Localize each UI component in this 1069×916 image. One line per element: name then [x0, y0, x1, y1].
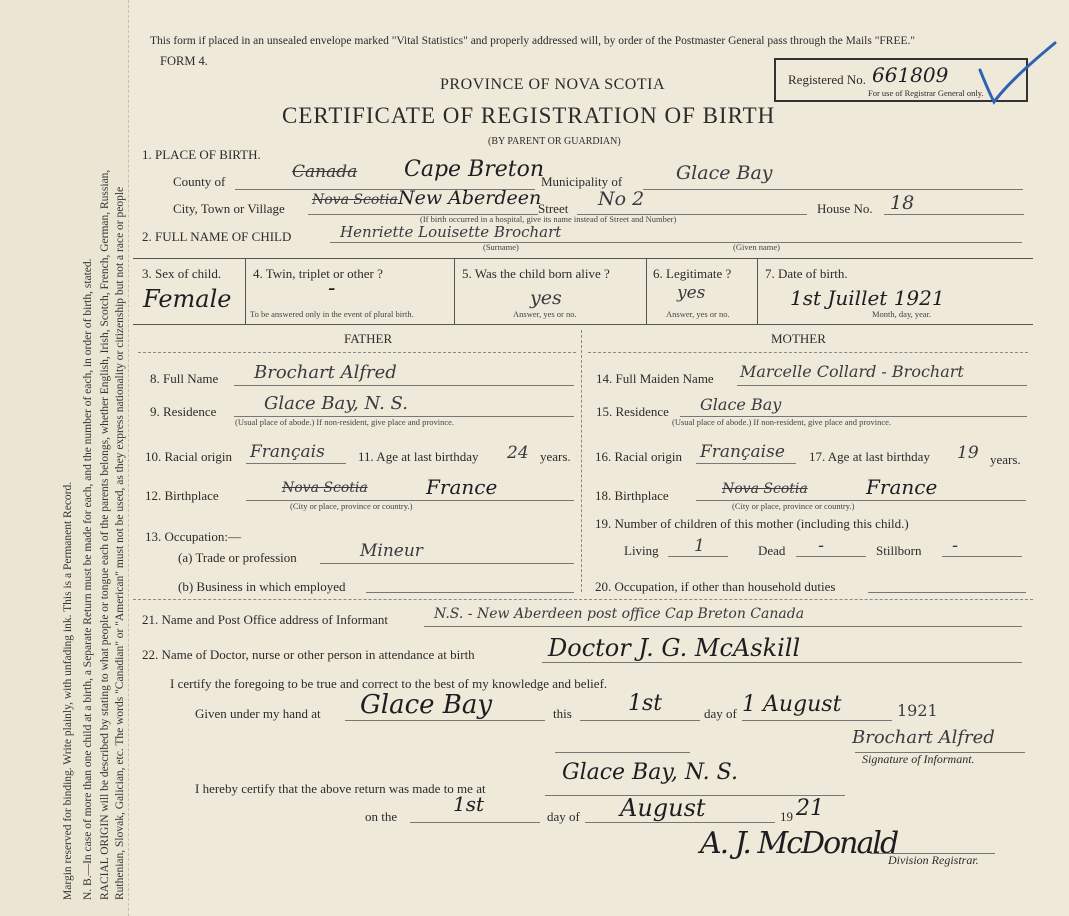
living-line — [668, 556, 728, 557]
father-name-label: 8. Full Name — [150, 371, 219, 386]
living-label: Living — [624, 543, 659, 558]
form-number: FORM 4. — [160, 54, 208, 68]
binding-note: Margin reserved for binding. Write plainly, with unfading ink. This is a Permanent Record. — [62, 481, 74, 900]
mother-residence-note: (Usual place of abode.) If non-resident, give place and province. — [672, 417, 892, 427]
legitimate-value: yes — [677, 283, 706, 303]
doctor-label: 22. Name of Doctor, nurse or other person in attendance at birth — [142, 647, 475, 662]
alive-value: yes — [530, 287, 562, 309]
house-label: House No. — [817, 201, 873, 216]
father-trade-value: Mineur — [360, 541, 423, 561]
father-residence-value: Glace Bay, N. S. — [264, 393, 408, 414]
surname-caption: (Surname) — [483, 242, 519, 252]
given-place-line — [345, 720, 545, 721]
dead-value: - — [818, 535, 825, 556]
father-age-value: 24 — [507, 443, 529, 463]
municipality-line — [643, 189, 1023, 190]
informant-line — [424, 626, 1022, 627]
mother-children-label: 19. Number of children of this mother (including this child.) — [595, 516, 909, 531]
mother-name-line — [737, 385, 1027, 386]
registrar-statement: I hereby certify that the above return was made to me at — [195, 781, 486, 796]
row-top-border — [133, 258, 1033, 259]
legitimate-note: Answer, yes or no. — [666, 309, 730, 319]
registrar-year-value: 21 — [796, 796, 824, 821]
mother-occupation-label: 20. Occupation, if other than household duties — [595, 579, 836, 594]
street-value: No 2 — [598, 188, 645, 210]
doctor-line — [542, 662, 1022, 663]
mother-birthplace-struck: Nova Scotia — [722, 481, 808, 497]
year-value: 1921 — [897, 701, 938, 720]
mother-occupation-line — [868, 592, 1026, 593]
father-racial-label: 10. Racial origin — [145, 449, 233, 464]
registered-number: 661809 — [872, 63, 949, 87]
county-label: County of — [173, 174, 226, 189]
mother-residence-value: Glace Bay — [700, 395, 782, 414]
mother-residence-label: 15. Residence — [596, 404, 669, 419]
informant-signature-caption: Signature of Informant. — [862, 752, 975, 766]
twin-label: 4. Twin, triplet or other ? — [253, 266, 383, 281]
father-business-label: (b) Business in which employed — [178, 579, 346, 594]
racial-origin-note-1: RACIAL ORIGIN will be described by stating to what people or tongue each of the parents belongs, whether English, Irish, Scotch, French, German, Russian, — [99, 169, 111, 900]
row-divider — [646, 258, 647, 324]
mother-name-value: Marcelle Collard - Brochart — [740, 362, 964, 381]
father-name-line — [234, 385, 574, 386]
place-heading: 1. PLACE OF BIRTH. — [142, 147, 261, 162]
father-years: years. — [540, 449, 571, 464]
registrar-place-value: Glace Bay, N. S. — [562, 760, 738, 785]
postal-note: This form if placed in an unsealed envelope marked "Vital Statistics" and properly addressed will, by order of the Postmaster General pass through the Mails "FREE." — [150, 35, 916, 47]
child-name-line — [330, 242, 1022, 243]
father-birthplace-value: France — [426, 475, 498, 499]
mother-racial-value: Française — [700, 442, 785, 462]
month-value: 1 August — [742, 692, 842, 717]
row-divider — [454, 258, 455, 324]
month-line — [742, 720, 892, 721]
birth-date-label: 7. Date of birth. — [765, 266, 848, 281]
registrar-month-value: August — [620, 794, 706, 822]
county-value: Cape Breton — [404, 157, 545, 182]
house-line — [884, 214, 1024, 215]
living-value: 1 — [694, 536, 705, 556]
registrar-day-line — [410, 822, 540, 823]
stillborn-label: Stillborn — [876, 543, 922, 558]
father-birthplace-struck: Nova Scotia — [282, 480, 368, 496]
mother-racial-line — [696, 463, 796, 464]
birth-date-note: Month, day, year. — [872, 309, 932, 319]
on-the-label: on the — [365, 809, 398, 824]
this-label: this — [553, 706, 572, 721]
hospital-note: (If birth occurred in a hospital, give its name instead of Street and Number) — [420, 214, 677, 224]
child-name-value: Henriette Louisette Brochart — [340, 223, 562, 241]
birth-date-value: 1st Juillet 1921 — [790, 286, 945, 310]
racial-origin-note-2: Ruthenian, Slovak, Galician, etc. The words "Canadian" or "American" must not be used, as they express nationality or citizenship but not a race or people — [114, 186, 126, 900]
city-struck: Nova Scotia — [312, 192, 398, 208]
mother-birthplace-label: 18. Birthplace — [595, 488, 669, 503]
doctor-value: Doctor J. G. McAskill — [548, 634, 801, 662]
registrar-use-note: For use of Registrar General only. — [868, 88, 984, 98]
mother-age-label: 17. Age at last birthday — [809, 449, 930, 464]
mother-heading-rule — [588, 352, 1028, 353]
alive-note: Answer, yes or no. — [513, 309, 577, 319]
father-business-line — [366, 592, 574, 593]
registrar-day-of-label: day of — [547, 809, 580, 824]
father-occupation-label: 13. Occupation:— — [145, 529, 242, 544]
row-divider — [245, 258, 246, 324]
father-trade-label: (a) Trade or profession — [178, 550, 297, 565]
registrar-signature: A. J. McDonald — [700, 826, 898, 861]
mother-birthplace-value: France — [866, 475, 938, 499]
father-residence-note: (Usual place of abode.) If non-resident, give place and province. — [235, 417, 455, 427]
house-value: 18 — [890, 192, 915, 214]
check-mark-icon — [970, 40, 1060, 110]
subtitle: (BY PARENT OR GUARDIAN) — [488, 136, 621, 147]
mother-age-value: 19 — [957, 443, 979, 463]
registrar-day-value: 1st — [453, 792, 485, 816]
informant-label: 21. Name and Post Office address of Informant — [142, 612, 388, 627]
city-label: City, Town or Village — [173, 201, 285, 216]
street-label: Street — [538, 201, 569, 216]
father-racial-line — [246, 463, 346, 464]
given-place-value: Glace Bay — [360, 690, 493, 720]
given-name-caption: (Given name) — [733, 242, 780, 252]
father-name-value: Brochart Alfred — [254, 362, 397, 383]
father-racial-value: Français — [250, 442, 325, 462]
alive-label: 5. Was the child born alive ? — [462, 266, 610, 281]
registrar-year-prefix: 19 — [780, 809, 793, 824]
informant-signature: Brochart Alfred — [852, 727, 995, 748]
father-residence-label: 9. Residence — [150, 404, 217, 419]
father-heading-rule — [138, 352, 576, 353]
day-of-label: day of — [704, 706, 737, 721]
day-value: 1st — [628, 691, 663, 716]
registrar-caption: Division Registrar. — [888, 853, 979, 867]
twin-note: To be answered only in the event of plural birth. — [250, 309, 414, 319]
given-under-label: Given under my hand at — [195, 706, 321, 721]
father-age-label: 11. Age at last birthday — [358, 449, 479, 464]
municipality-label: Municipality of — [541, 174, 623, 189]
registered-label: Registered No. — [788, 72, 866, 87]
stillborn-line — [942, 556, 1022, 557]
mother-years: years. — [990, 452, 1021, 467]
father-birthplace-label: 12. Birthplace — [145, 488, 219, 503]
county-struck: Canada — [292, 162, 358, 182]
sex-label: 3. Sex of child. — [142, 266, 222, 281]
multiple-birth-note: N. B.—In case of more than one child at a birth, a Separate Return must be made for each, and the number of each, in order of birth, stated. — [82, 258, 94, 900]
province-title: PROVINCE OF NOVA SCOTIA — [440, 76, 666, 93]
sex-value: Female — [143, 285, 232, 313]
dead-label: Dead — [758, 543, 786, 558]
row-bottom-border — [133, 324, 1033, 325]
mother-heading: MOTHER — [771, 331, 826, 346]
legitimate-label: 6. Legitimate ? — [653, 266, 732, 281]
parents-bottom-rule — [133, 599, 1033, 600]
certification-statement: I certify the foregoing to be true and correct to the best of my knowledge and belief. — [170, 676, 608, 691]
informant-signature-line-left — [555, 752, 690, 753]
father-trade-line — [320, 563, 574, 564]
day-line — [580, 720, 700, 721]
father-birthplace-note: (City or place, province or country.) — [290, 501, 413, 511]
informant-value: N.S. - New Aberdeen post office Cap Breton Canada — [434, 606, 805, 622]
mother-racial-label: 16. Racial origin — [595, 449, 683, 464]
mother-name-label: 14. Full Maiden Name — [596, 371, 714, 386]
municipality-value: Glace Bay — [676, 162, 773, 184]
mother-birthplace-note: (City or place, province or country.) — [732, 501, 855, 511]
row-divider — [757, 258, 758, 324]
parents-divider — [581, 330, 582, 592]
city-value: New Aberdeen — [398, 187, 542, 209]
father-heading: FATHER — [344, 331, 393, 346]
twin-value: - — [328, 276, 336, 301]
page-title: CERTIFICATE OF REGISTRATION OF BIRTH — [282, 103, 776, 128]
registrar-month-line — [585, 822, 775, 823]
dead-line — [796, 556, 866, 557]
stillborn-value: - — [952, 535, 959, 556]
child-name-label: 2. FULL NAME OF CHILD — [142, 229, 292, 244]
